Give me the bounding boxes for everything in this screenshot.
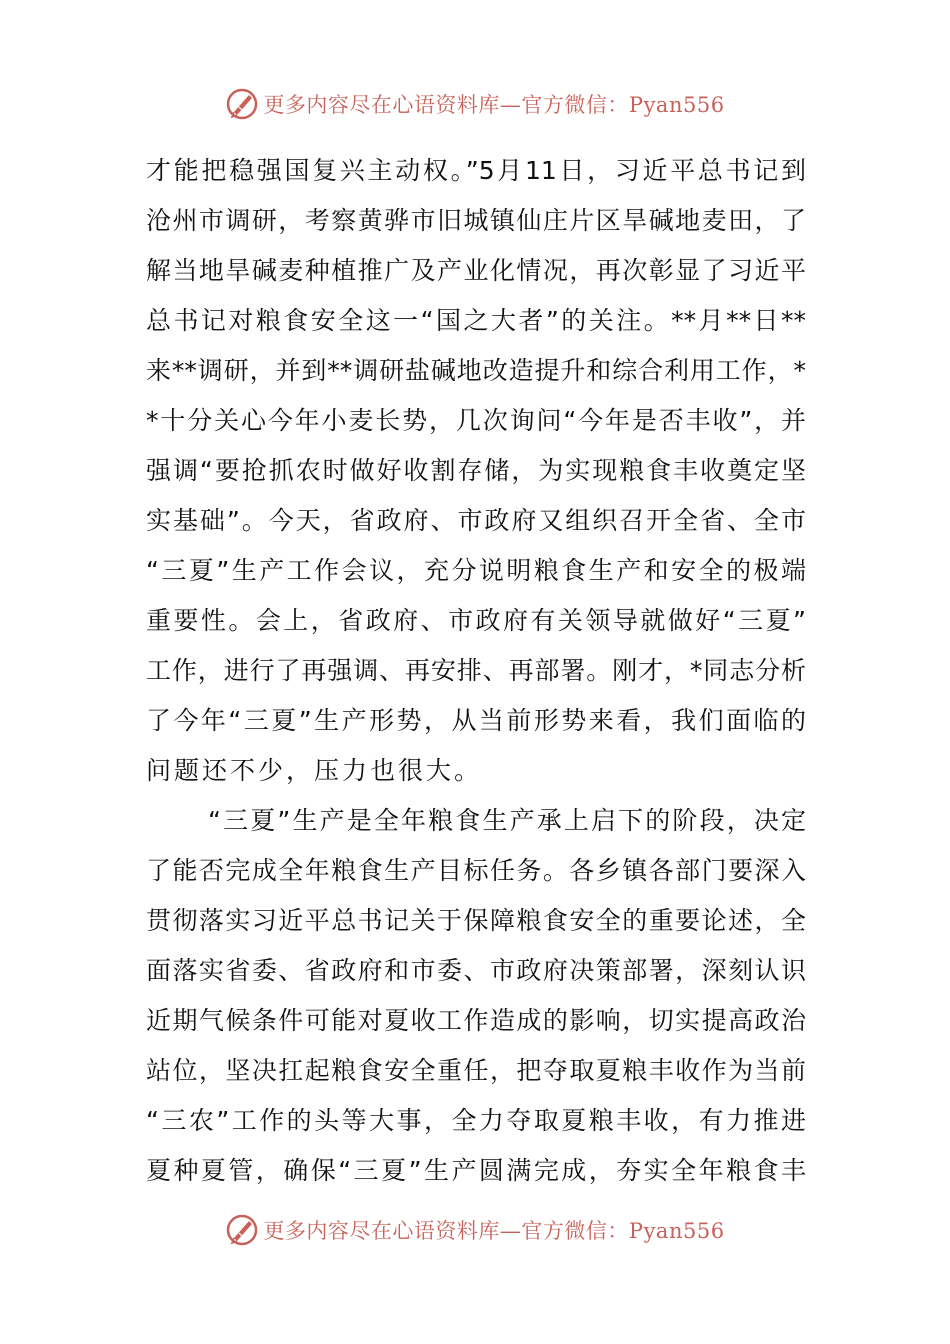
text-line: 沧州市调研，考察黄骅市旧城镇仙庄片区旱碱地麦田，了 [146, 206, 806, 235]
text-line: 来**调研，并到**调研盐碱地改造提升和综合利用工作，* [146, 356, 806, 385]
text-line: 夏种夏管，确保“三夏”生产圆满完成，夯实全年粮食丰 [146, 1156, 806, 1185]
text-line: 才能把稳强国复兴主动权。”5月11日，习近平总书记到 [146, 156, 806, 185]
text-line: 工作，进行了再强调、再安排、再部署。刚才，*同志分析 [146, 656, 806, 685]
text-line: 了今年“三夏”生产形势，从当前形势来看，我们面临的 [146, 706, 806, 735]
text-line: 了能否完成全年粮食生产目标任务。各乡镇各部门要深入 [146, 856, 806, 885]
text-line: 站位，坚决扛起粮食安全重任，把夺取夏粮丰收作为当前 [146, 1056, 806, 1085]
text-line: 总书记对粮食安全这一“国之大者”的关注。**月**日** [146, 306, 806, 335]
pen-logo-icon [225, 87, 259, 121]
text-line: “三夏”生产是全年粮食生产承上启下的阶段，决定 [208, 806, 806, 835]
text-line: 实基础”。今天，省政府、市政府又组织召开全省、全市 [146, 506, 806, 535]
footer-watermark [0, 1206, 950, 1254]
header-watermark [0, 80, 950, 128]
text-line: 问题还不少，压力也很大。 [146, 756, 483, 785]
text-line: 解当地旱碱麦种植推广及产业化情况，再次彰显了习近平 [146, 256, 806, 285]
text-line: 贯彻落实习近平总书记关于保障粮食安全的重要论述，全 [146, 906, 806, 935]
paragraph-2 [146, 796, 806, 1196]
paragraph-1 [146, 146, 806, 796]
text-line: 面落实省委、省政府和市委、市政府决策部署，深刻认识 [146, 956, 806, 985]
text-line: *十分关心今年小麦长势，几次询问“今年是否丰收”，并 [146, 406, 806, 435]
watermark-text: 更多内容尽在心语资料库—官方微信：Pyan556 [263, 93, 725, 117]
text-line: 强调“要抢抓农时做好收割存储，为实现粮食丰收奠定坚 [146, 456, 806, 485]
text-line: 重要性。会上，省政府、市政府有关领导就做好“三夏” [146, 606, 806, 635]
pen-logo-icon [225, 1213, 259, 1247]
text-line: “三夏”生产工作会议，充分说明粮食生产和安全的极端 [146, 556, 806, 585]
document-body [146, 146, 806, 1196]
watermark-text: 更多内容尽在心语资料库—官方微信：Pyan556 [263, 1219, 725, 1243]
text-line: 近期气候条件可能对夏收工作造成的影响，切实提高政治 [146, 1006, 806, 1035]
text-line: “三农”工作的头等大事，全力夺取夏粮丰收，有力推进 [146, 1106, 806, 1135]
